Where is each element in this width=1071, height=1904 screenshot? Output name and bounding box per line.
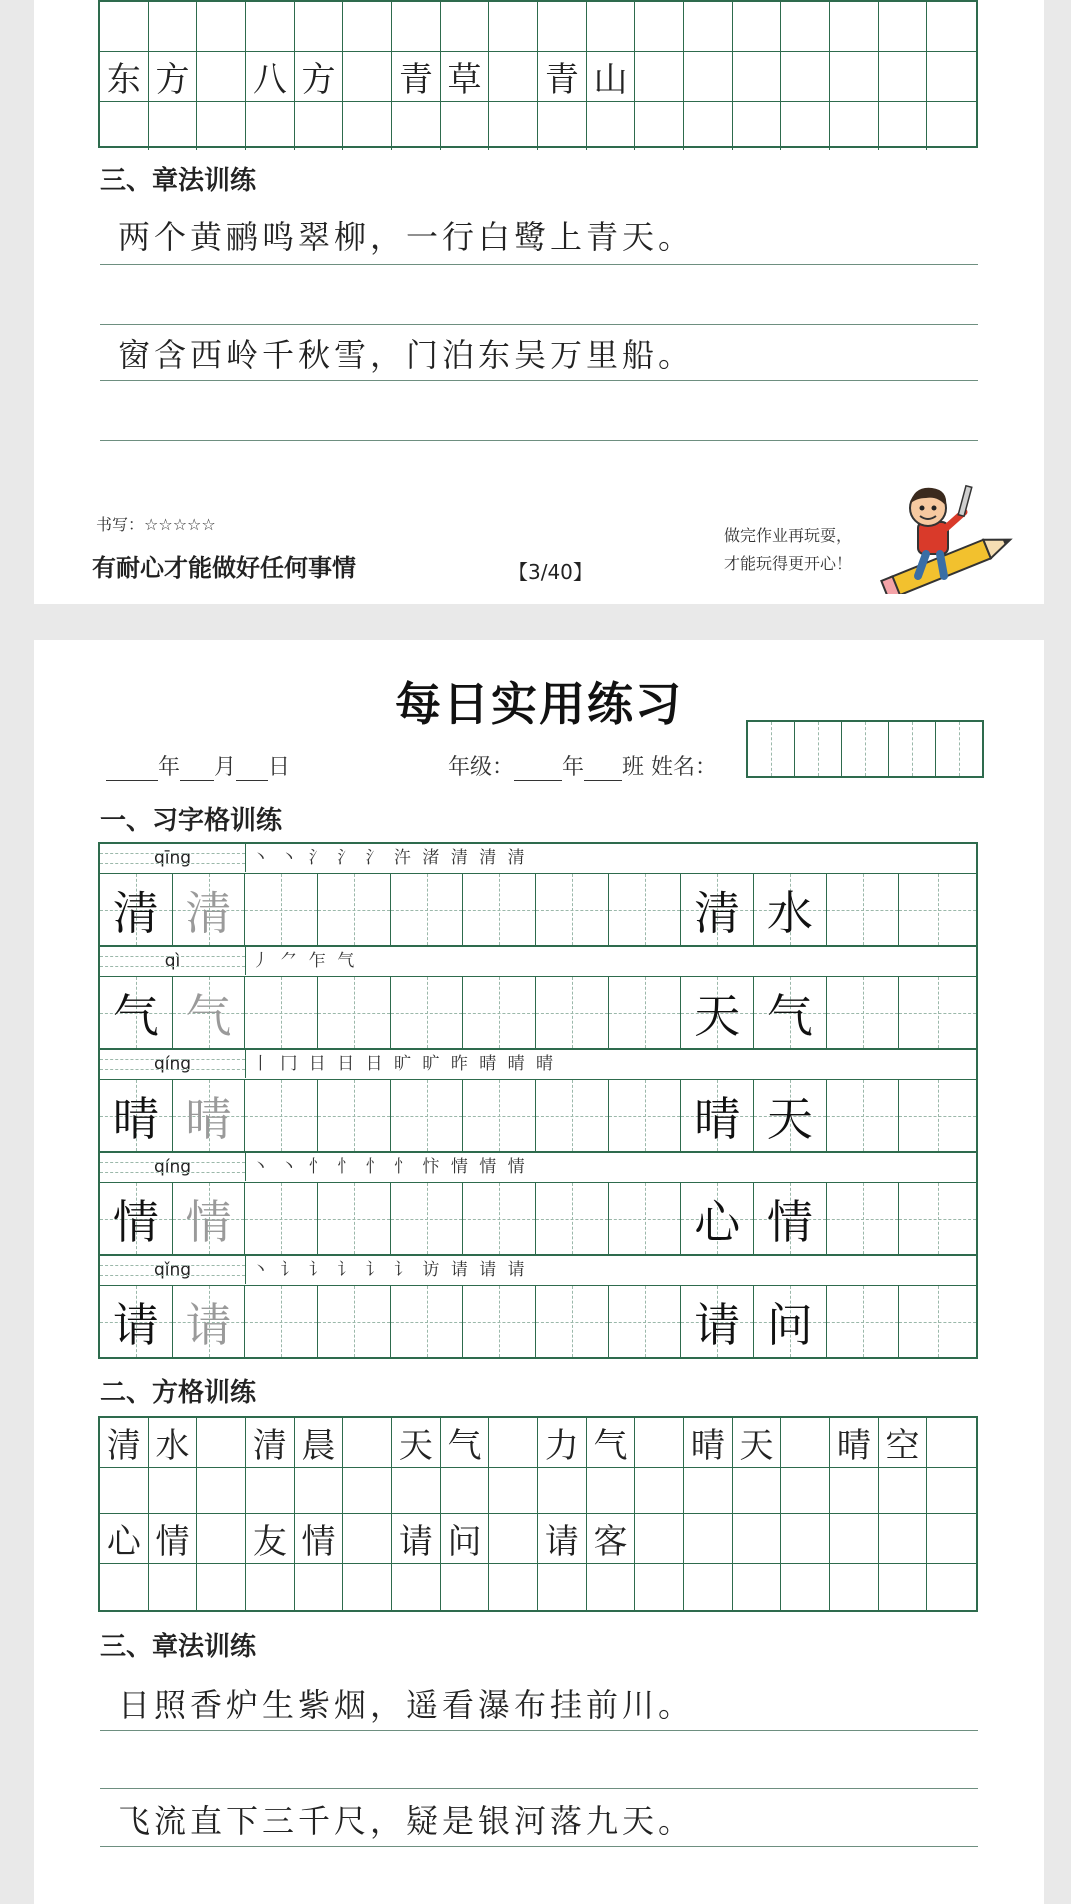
practice-cell: [391, 1183, 464, 1254]
grid-cell: [635, 2, 684, 52]
practice-cell: [463, 1286, 536, 1357]
poem-line: 窗含西岭千秋雪，门泊东吴万里船。: [118, 336, 695, 374]
grid-cell: [830, 1468, 879, 1514]
grade-label: 年级：: [448, 755, 515, 780]
page-number: 【3/40】: [508, 560, 593, 584]
grid-cell: [927, 1468, 976, 1514]
grid-cell: [635, 1564, 684, 1610]
practice-cell: [609, 1286, 682, 1357]
grid-cell: [489, 1468, 538, 1514]
grid-cell: [684, 1514, 733, 1564]
rating-label: 书写：☆☆☆☆☆: [96, 515, 216, 534]
word-character: [754, 977, 827, 1048]
grid-cell: [781, 52, 830, 102]
grid-cell: [295, 1468, 344, 1514]
grid-cell: [246, 1468, 295, 1514]
grid-cell: [343, 1564, 392, 1610]
grid-cell: [927, 102, 976, 150]
grid-cell: [879, 1468, 928, 1514]
pinyin-label: qǐng: [100, 1256, 246, 1284]
name-boxes[interactable]: [746, 720, 984, 778]
grid-cell: 请: [538, 1514, 587, 1564]
grid-cell: [830, 52, 879, 102]
grid-cell: [392, 1468, 441, 1514]
grid-cell: [927, 1564, 976, 1610]
grid-cell: 天: [733, 1418, 782, 1468]
grid-cell: [149, 2, 198, 52]
grid-cell: [197, 2, 246, 52]
poem-line: 日照香炉生紫烟，遥看瀑布挂前川。: [118, 1686, 695, 1724]
grid-cell: 青: [392, 52, 441, 102]
grid-cell: [392, 2, 441, 52]
practice-cell: [245, 977, 318, 1048]
practice-cell: [463, 1183, 536, 1254]
practice-cell: [899, 1183, 976, 1254]
word-character-text: 天: [694, 988, 741, 1043]
grid-cell: [441, 2, 490, 52]
practice-cell: [391, 1080, 464, 1151]
practice-cell: [463, 874, 536, 945]
trace-character-text: 气: [185, 988, 232, 1043]
grid-cell: [149, 1564, 198, 1610]
practice-cell: [318, 1183, 391, 1254]
grid-cell: 清: [246, 1418, 295, 1468]
grid-cell: [781, 102, 830, 150]
grid-cell: 八: [246, 52, 295, 102]
stroke-order: 丨 冂 日 日 日 旷 旷 昨 晴 晴 晴: [252, 1054, 557, 1074]
practice-cell: [827, 1080, 900, 1151]
trace-character-text: 情: [185, 1194, 232, 1249]
grid-cell: [343, 1468, 392, 1514]
grid-cell: [927, 1418, 976, 1468]
grid-cell: [879, 2, 928, 52]
grid-cell: 气: [587, 1418, 636, 1468]
square-grid: [98, 0, 978, 148]
grid-cell: 草: [441, 52, 490, 102]
worksheet-page-4: [34, 640, 1044, 1904]
grid-cell: [489, 1514, 538, 1564]
grid-cell: 力: [538, 1418, 587, 1468]
grid-cell: [538, 102, 587, 150]
grid-cell: [489, 2, 538, 52]
word-character-text: 清: [694, 885, 741, 940]
model-character: [100, 874, 173, 945]
trace-character: [173, 977, 246, 1048]
practice-cell: [536, 874, 609, 945]
grid-cell: [441, 1564, 490, 1610]
grid-cell: [538, 1468, 587, 1514]
year-label: 年: [158, 755, 181, 780]
date-field: [106, 750, 290, 781]
practice-cell: [245, 1080, 318, 1151]
grid-cell: [733, 1468, 782, 1514]
grid-cell: [295, 1564, 344, 1610]
trace-character: [173, 1080, 246, 1151]
practice-row: [100, 1153, 976, 1256]
grid-cell: [489, 102, 538, 150]
grid-cell: [635, 52, 684, 102]
grid-cell: [197, 1418, 246, 1468]
model-character: [100, 1080, 173, 1151]
word-character-text: 情: [766, 1194, 813, 1249]
word-character-text: 气: [766, 988, 813, 1043]
model-character: [100, 977, 173, 1048]
grid-cell: [781, 1468, 830, 1514]
grid-cell: [197, 102, 246, 150]
class-name-label: 班 姓名：: [622, 755, 718, 780]
word-character: [681, 1183, 754, 1254]
worksheet-page-3: [34, 0, 1044, 604]
stroke-order: 丶 丶 忄 忄 忄 忄 忭 情 情 情: [252, 1157, 528, 1177]
writing-line: [100, 1788, 978, 1789]
word-character: [754, 1183, 827, 1254]
grid-cell: [100, 1468, 149, 1514]
grid-cell: 情: [295, 1514, 344, 1564]
practice-cell: [899, 874, 976, 945]
grid-cell: 晴: [684, 1418, 733, 1468]
practice-cell: [463, 1080, 536, 1151]
practice-cell: [899, 1080, 976, 1151]
grid-cell: [149, 1468, 198, 1514]
grid-cell: [587, 102, 636, 150]
practice-cell: [827, 1183, 900, 1254]
grid-cell: [489, 1564, 538, 1610]
grid-cell: [246, 1564, 295, 1610]
word-character-text: 水: [766, 885, 813, 940]
practice-cell: [391, 874, 464, 945]
practice-cell: [609, 1183, 682, 1254]
grid-cell: [684, 52, 733, 102]
year-blank[interactable]: [106, 758, 158, 781]
grid-cell: [197, 1514, 246, 1564]
practice-cell: [899, 1286, 976, 1357]
word-character: [754, 1286, 827, 1357]
practice-cell: [245, 874, 318, 945]
writing-line: [100, 380, 978, 381]
pinyin-label: qíng: [100, 1153, 246, 1181]
grid-cell: [343, 1418, 392, 1468]
grid-cell: [343, 52, 392, 102]
trace-character-text: 晴: [185, 1091, 232, 1146]
character-practice-table: [98, 842, 978, 1359]
practice-cell: [391, 1286, 464, 1357]
model-character-text: 请: [112, 1297, 159, 1352]
grid-cell: 水: [149, 1418, 198, 1468]
grid-cell: [830, 1514, 879, 1564]
practice-cell: [827, 874, 900, 945]
grid-cell: [587, 1564, 636, 1610]
writing-line: [100, 264, 978, 265]
month-blank[interactable]: [180, 758, 214, 781]
grid-cell: [684, 102, 733, 150]
grid-cell: 山: [587, 52, 636, 102]
model-character-text: 清: [112, 885, 159, 940]
grid-cell: [927, 2, 976, 52]
section-heading: 三、章法训练: [100, 1632, 257, 1662]
grid-cell: [441, 102, 490, 150]
trace-character: [173, 1183, 246, 1254]
grid-cell: [392, 102, 441, 150]
class-blank[interactable]: [584, 758, 622, 781]
grid-cell: [830, 102, 879, 150]
grid-cell: [538, 2, 587, 52]
grid-cell: [684, 1564, 733, 1610]
poem-line: 两个黄鹂鸣翠柳，一行白鹭上青天。: [118, 218, 695, 256]
grid-cell: 友: [246, 1514, 295, 1564]
grid-cell: [879, 102, 928, 150]
grid-cell: [197, 1468, 246, 1514]
word-character: [754, 874, 827, 945]
square-grid: [98, 1416, 978, 1612]
day-blank[interactable]: [236, 758, 268, 781]
grid-cell: [343, 1514, 392, 1564]
grid-cell: [830, 2, 879, 52]
grid-cell: 气: [441, 1418, 490, 1468]
grid-cell: [635, 1514, 684, 1564]
section-heading: 一、习字格训练: [100, 806, 283, 836]
cheer-text: [724, 522, 852, 578]
grid-cell: [635, 1418, 684, 1468]
grid-cell: [684, 2, 733, 52]
pinyin-label: qíng: [100, 1050, 246, 1078]
grade-class-field: [448, 750, 717, 781]
word-character: [681, 1286, 754, 1357]
practice-cell: [391, 977, 464, 1048]
pinyin-band: [100, 844, 976, 874]
grid-cell: [100, 2, 149, 52]
grid-cell: [295, 102, 344, 150]
practice-row: [100, 1256, 976, 1357]
trace-character-text: 清: [185, 885, 232, 940]
grid-cell: [441, 1468, 490, 1514]
grid-cell: [781, 1418, 830, 1468]
grade-year-label: 年: [562, 755, 585, 780]
cheer-line: 才能玩得更开心！: [724, 554, 853, 573]
grid-cell: [733, 1514, 782, 1564]
word-character-text: 请: [694, 1297, 741, 1352]
practice-cell: [536, 1183, 609, 1254]
grid-cell: [343, 102, 392, 150]
grid-cell: [538, 1564, 587, 1610]
writing-line: [100, 1730, 978, 1731]
grade-blank[interactable]: [514, 758, 562, 781]
word-character-text: 晴: [694, 1091, 741, 1146]
grid-cell: 心: [100, 1514, 149, 1564]
word-character-text: 天: [766, 1091, 813, 1146]
stroke-order: 丿 ⺈ 乍 气: [252, 951, 358, 971]
writing-line: [100, 440, 978, 441]
practice-cell: [318, 977, 391, 1048]
practice-cell: [536, 1286, 609, 1357]
grid-cell: [635, 102, 684, 150]
trace-character-text: 请: [185, 1297, 232, 1352]
grid-cell: [343, 2, 392, 52]
grid-cell: [587, 1468, 636, 1514]
word-character-text: 问: [766, 1297, 813, 1352]
page-title: 每日实用练习: [395, 677, 683, 731]
grid-cell: 客: [587, 1514, 636, 1564]
grid-cell: [246, 2, 295, 52]
grid-cell: [295, 2, 344, 52]
model-character-text: 晴: [112, 1091, 159, 1146]
grid-cell: 晴: [830, 1418, 879, 1468]
pinyin-band: [100, 1153, 976, 1183]
grid-cell: [781, 1514, 830, 1564]
model-character: [100, 1183, 173, 1254]
writing-line: [100, 324, 978, 325]
model-character-text: 情: [112, 1194, 159, 1249]
section-heading: 三、章法训练: [100, 166, 257, 196]
grid-cell: [733, 52, 782, 102]
practice-cell: [899, 977, 976, 1048]
grid-cell: [684, 1468, 733, 1514]
practice-cell: [609, 977, 682, 1048]
stroke-order: 丶 讠 讠 讠 讠 讠 访 请 请 请: [252, 1260, 528, 1280]
grid-cell: 空: [879, 1418, 928, 1468]
grid-cell: [733, 102, 782, 150]
practice-cell: [245, 1286, 318, 1357]
cartoon-boy-on-pencil-illustration: [870, 484, 1030, 594]
model-character-text: 气: [112, 988, 159, 1043]
practice-cell: [318, 1080, 391, 1151]
grid-cell: 问: [441, 1514, 490, 1564]
practice-row: [100, 844, 976, 947]
grid-cell: [197, 52, 246, 102]
grid-cell: [879, 52, 928, 102]
grid-cell: 东: [100, 52, 149, 102]
word-character: [681, 874, 754, 945]
trace-character: [173, 1286, 246, 1357]
section-heading: 二、方格训练: [100, 1378, 257, 1408]
poem-line: 飞流直下三千尺，疑是银河落九天。: [118, 1802, 695, 1840]
practice-cell: [245, 1183, 318, 1254]
practice-cell: [463, 977, 536, 1048]
grid-cell: [781, 1564, 830, 1610]
pinyin-label: qīng: [100, 844, 246, 872]
grid-cell: [879, 1564, 928, 1610]
pinyin-label: qì: [100, 947, 246, 975]
practice-cell: [609, 874, 682, 945]
grid-cell: [392, 1564, 441, 1610]
grid-cell: 天: [392, 1418, 441, 1468]
grid-cell: 情: [149, 1514, 198, 1564]
month-label: 月: [214, 755, 237, 780]
grid-cell: [149, 102, 198, 150]
practice-cell: [536, 977, 609, 1048]
pinyin-band: [100, 1256, 976, 1286]
grid-cell: 晨: [295, 1418, 344, 1468]
motto-text: 有耐心才能做好任何事情: [92, 554, 356, 582]
pinyin-band: [100, 1050, 976, 1080]
word-character-text: 心: [694, 1194, 741, 1249]
grid-cell: [635, 1468, 684, 1514]
practice-cell: [827, 977, 900, 1048]
word-character: [681, 977, 754, 1048]
practice-cell: [609, 1080, 682, 1151]
grid-cell: [489, 1418, 538, 1468]
pinyin-band: [100, 947, 976, 977]
day-label: 日: [268, 755, 291, 780]
cheer-line: 做完作业再玩耍，: [724, 526, 853, 545]
word-character: [681, 1080, 754, 1151]
grid-cell: [489, 52, 538, 102]
grid-cell: [587, 2, 636, 52]
model-character: [100, 1286, 173, 1357]
practice-cell: [318, 874, 391, 945]
grid-cell: [100, 102, 149, 150]
word-character: [754, 1080, 827, 1151]
grid-cell: 方: [149, 52, 198, 102]
stroke-order: 丶 丶 氵 氵 氵 汻 渚 清 清 清: [252, 848, 528, 868]
grid-cell: [733, 2, 782, 52]
grid-cell: 青: [538, 52, 587, 102]
practice-cell: [536, 1080, 609, 1151]
grid-cell: [100, 1564, 149, 1610]
grid-cell: [830, 1564, 879, 1610]
writing-line: [100, 1846, 978, 1847]
practice-row: [100, 947, 976, 1050]
grid-cell: [197, 1564, 246, 1610]
grid-cell: [879, 1514, 928, 1564]
grid-cell: [246, 102, 295, 150]
practice-cell: [827, 1286, 900, 1357]
grid-cell: 请: [392, 1514, 441, 1564]
grid-cell: [781, 2, 830, 52]
practice-cell: [318, 1286, 391, 1357]
trace-character: [173, 874, 246, 945]
practice-row: [100, 1050, 976, 1153]
grid-cell: [927, 52, 976, 102]
grid-cell: [927, 1514, 976, 1564]
grid-cell: [733, 1564, 782, 1610]
grid-cell: 清: [100, 1418, 149, 1468]
grid-cell: 方: [295, 52, 344, 102]
